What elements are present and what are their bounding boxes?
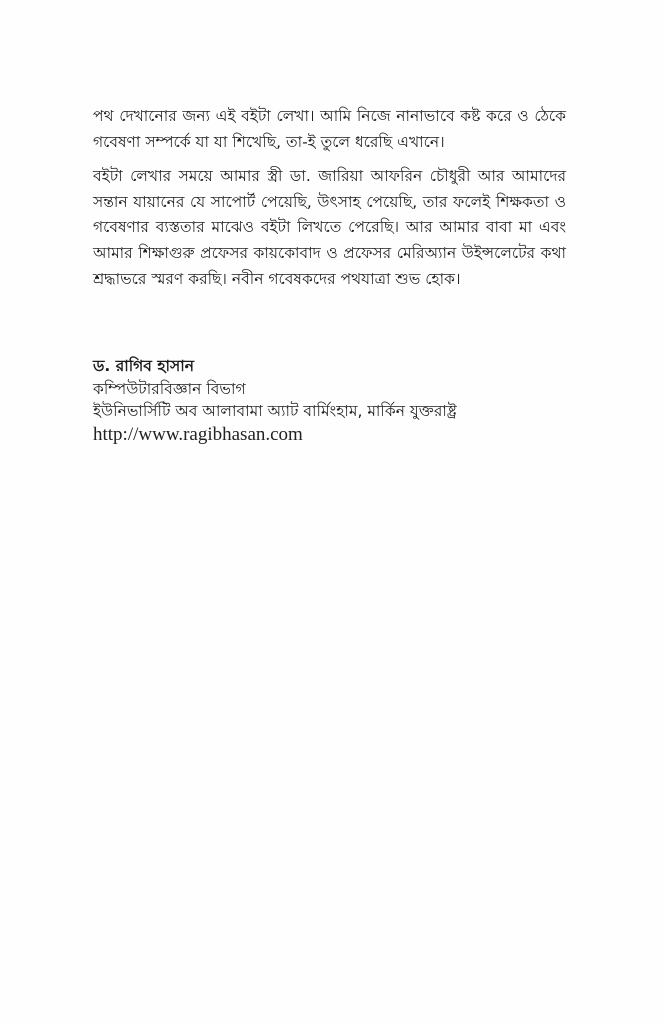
author-signature xyxy=(93,355,573,446)
body-text xyxy=(93,104,566,292)
author-website: http://www.ragibhasan.com xyxy=(93,423,303,445)
author-institution: ইউনিভার্সিটি অব আলাবামা অ্যাট বার্মিংহাম, মার্কিন যুক্তরাষ্ট্র xyxy=(93,402,457,420)
paragraph-acknowledgements: বইটা লেখার সময়ে আমার স্ত্রী ডা. জারিয়া আফরিন চৌধুরী আর আমাদের সন্তান যায়ানের যে সাপোর্ট পেয়েছি, উৎসাহ পেয়েছি, তার ফলেই শিক্ষকতা ও গবেষণার ব্যস্ততার মাঝেও বইটা লিখতে পেরেছি। আর আমার বাবা মা এবং আমার শিক্ষাগুরু প্রফেসর কায়কোবাদ ও প্রফেসর মেরিঅ্যান উইন্সলেটের কথা শ্রদ্ধাভরে স্মরণ করছি। নবীন গবেষকদের পথযাত্রা শুভ হোক। xyxy=(93,167,566,288)
author-department: কম্পিউটারবিজ্ঞান বিভাগ xyxy=(93,379,246,398)
author-name: ড. রাগিব হাসান xyxy=(93,357,194,375)
paragraph-purpose: পথ দেখানোর জন্য এই বইটা লেখা। আমি নিজে নানাভাবে কষ্ট করে ও ঠেকে গবেষণা সম্পর্কে যা যা শিখেছি, তা-ই তুলে ধরেছি এখানে। xyxy=(93,107,566,151)
